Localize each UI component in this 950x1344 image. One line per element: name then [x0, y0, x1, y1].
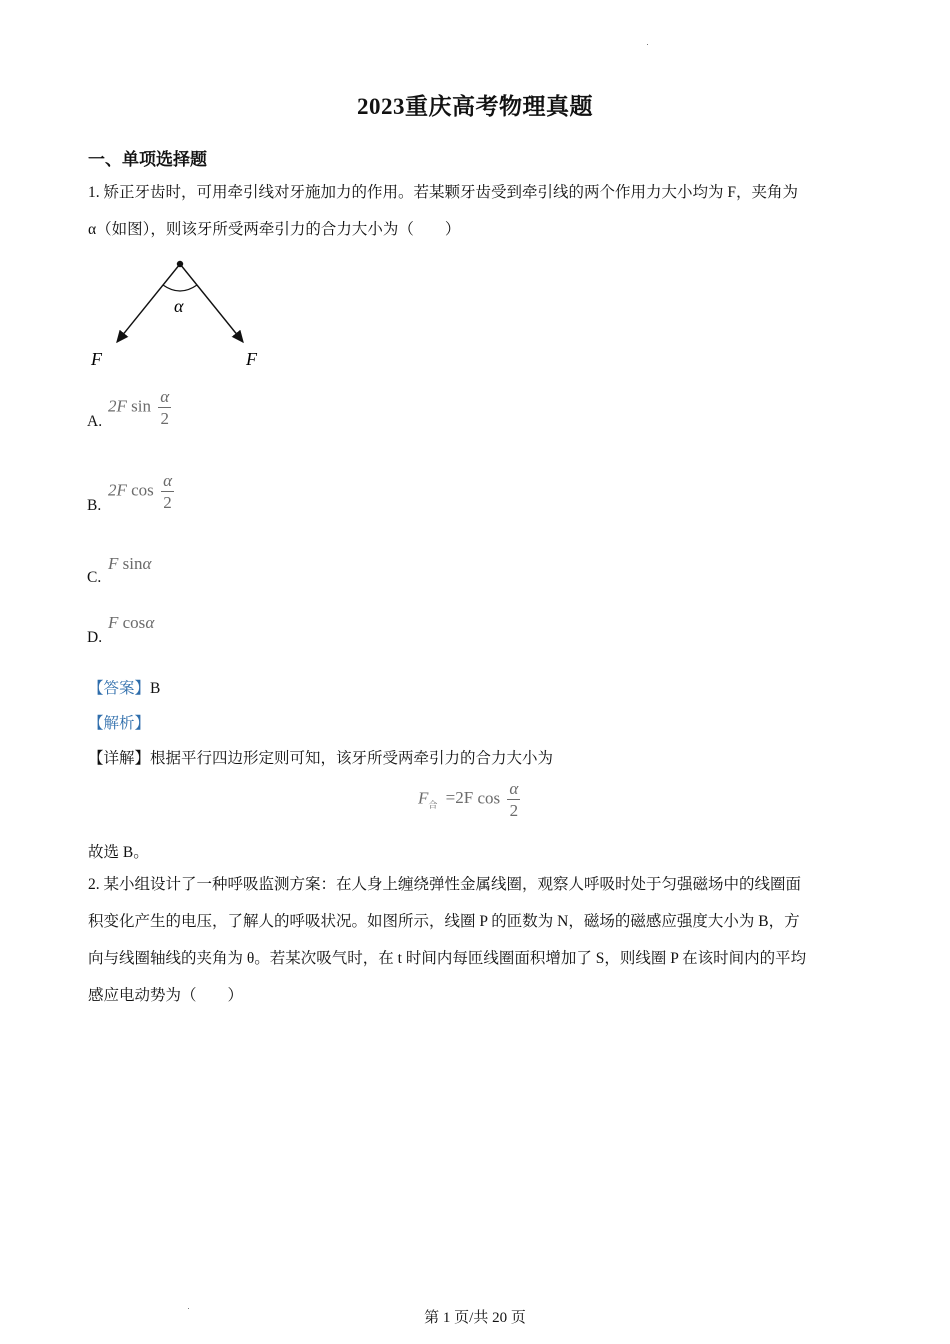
force-diagram [85, 255, 275, 373]
question-1-line-1: 1. 矫正牙齿时，可用牵引线对牙施加力的作用。若某颗牙齿受到牵引线的两个作用力大小均为 F，夹角为 [88, 184, 798, 201]
result-formula [418, 780, 520, 819]
option-d-letter: D. [87, 629, 103, 646]
option-b-formula [108, 472, 174, 511]
option-d-coef: F [108, 613, 119, 632]
conclusion-line: 故选 B。 [88, 844, 149, 861]
option-b-fraction [161, 472, 174, 511]
option-a-formula [108, 388, 171, 427]
option-a-letter: A. [87, 413, 103, 430]
answer-value: B [150, 680, 161, 697]
detail-text: 根据平行四边形定则可知，该牙所受两牵引力的合力大小为 [150, 750, 554, 767]
force-label-right: F [246, 349, 257, 369]
option-a-denominator: 2 [160, 409, 169, 428]
result-lhs: F [418, 788, 429, 808]
result-subscript: 合 [428, 799, 438, 810]
option-d-arg: α [145, 613, 155, 632]
answer-line [88, 676, 160, 698]
angle-label: α [174, 296, 184, 316]
option-b-numerator: α [163, 471, 172, 490]
option-d-func: cos [122, 613, 146, 632]
answer-tag: 【答案】 [88, 680, 151, 697]
question-2-line-3: 向与线圈轴线的夹角为 θ。若某次吸气时，在 t 时间内每匝线圈面积增加了 S，则线圈 P 在该时间内的平均 [88, 950, 807, 967]
detail-line [88, 746, 553, 768]
option-c-func: sin [122, 554, 143, 573]
question-2-line-1: 2. 某小组设计了一种呼吸监测方案：在人身上缠绕弹性金属线圈，观察人呼吸时处于匀强磁场中的线圈面 [88, 876, 802, 893]
angle-arc [163, 285, 197, 291]
question-2-line-2: 积变化产生的电压，了解人的呼吸状况。如图所示，线圈 P 的匝数为 N，磁场的磁感应强度大小为 B，方 [88, 913, 800, 930]
option-c-coef: F [108, 554, 119, 573]
result-numerator: α [509, 779, 519, 798]
pivot-point [177, 261, 183, 267]
force-label-left: F [91, 349, 102, 369]
option-b-denominator: 2 [163, 493, 172, 512]
option-b-func: cos [131, 480, 154, 500]
option-a-fraction [158, 388, 171, 427]
result-eq: =2F [445, 788, 474, 808]
question-2-stem [88, 866, 868, 1014]
force-arrow-right [180, 264, 243, 342]
question-1-line-2: α（如图），则该牙所受两牵引力的合力大小为（ ） [88, 221, 461, 238]
result-func: cos [477, 788, 501, 808]
page-footer: 第 1 页/共 20 页 [424, 1310, 526, 1326]
result-denominator: 2 [509, 801, 519, 820]
option-c-formula [108, 554, 151, 574]
result-fraction [507, 780, 520, 819]
section-heading: 一、单项选择题 [88, 150, 207, 169]
question-2-line-4: 感应电动势为（ ） [88, 987, 244, 1004]
option-c-arg: α [142, 554, 152, 573]
page-title: 2023重庆高考物理真题 [357, 94, 593, 119]
option-a-func: sin [131, 396, 151, 416]
scan-dot [647, 44, 648, 45]
option-c-letter: C. [87, 569, 102, 586]
question-1-stem [88, 174, 868, 248]
detail-tag: 【详解】 [88, 750, 151, 767]
analysis-line [88, 711, 150, 733]
option-b-letter: B. [87, 497, 102, 514]
option-a-numerator: α [160, 387, 170, 406]
option-b-coef: 2F [108, 480, 127, 500]
option-d-formula [108, 613, 154, 633]
force-arrow-left [117, 264, 180, 342]
analysis-tag: 【解析】 [88, 715, 151, 732]
option-a-coef: 2F [108, 396, 127, 416]
